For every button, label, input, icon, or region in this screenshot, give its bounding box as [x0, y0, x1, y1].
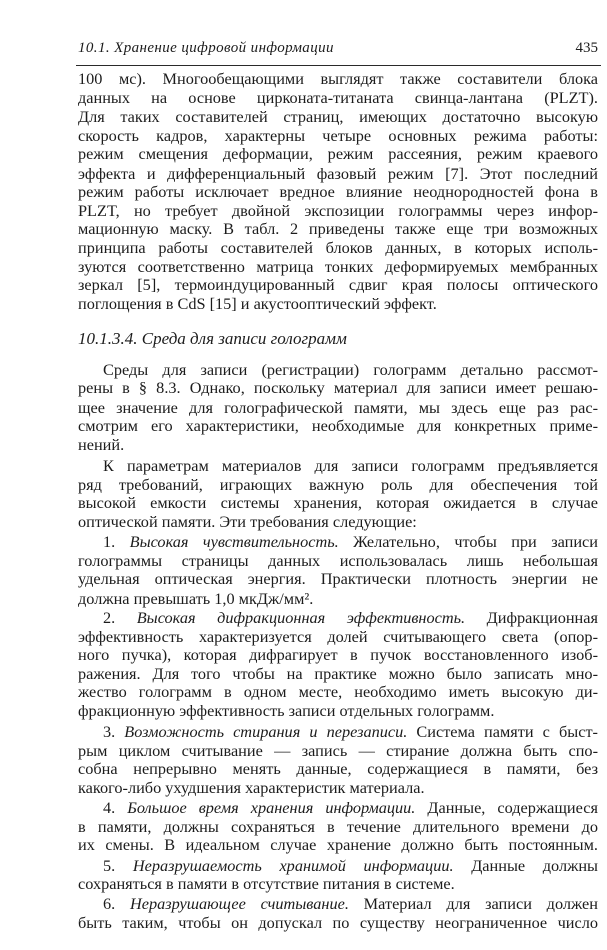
text-line: фракционную эффективность записи отдельных голограмм.	[78, 700, 495, 720]
list-number: 6.	[103, 894, 130, 914]
text-line	[103, 722, 598, 742]
text-line: PLZT, но требует двойной экспозиции голограммы через инфор-	[78, 200, 598, 220]
text-line: режим работы исключает вредное влияние неоднородностей фона в	[78, 182, 598, 202]
emphasized-term: Неразрушаемость хранимой информации.	[132, 855, 454, 875]
text-line: в памяти, должны сохраняться в течение длительного времени до	[78, 816, 598, 836]
text-line: какого-либо ухудшения характеристик материала.	[78, 777, 425, 797]
text-line: мационную маску. В табл. 2 приведены также еще три возможных	[78, 219, 598, 239]
emphasized-term: Возможность стирания и перезаписи.	[124, 722, 408, 742]
text-line: жество голограмм в одном месте, необходимо иметь высокую ди-	[78, 682, 598, 702]
text-line: ряд требований, играющих важную роль для обеспечения той	[78, 474, 598, 494]
list-number: 4.	[103, 798, 128, 818]
text-line	[103, 532, 598, 552]
text-line	[103, 856, 598, 876]
text-line: зуются соответственно матрица тонких деформируемых мембранных	[78, 256, 598, 276]
list-number: 5.	[103, 855, 133, 875]
text-line: принципа работы составителей блоков данных, в которых исполь-	[78, 238, 598, 257]
text-line: рым циклом считывание — запись — стирание должна быть спо-	[78, 740, 598, 760]
text-line: данных на основе цирконата-титаната свинца-лантана (PLZT).	[78, 88, 598, 108]
text-line: их смены. В идеальном случае хранение должно быть постоянным.	[78, 835, 598, 855]
line-rest: Данные, содержащиеся	[415, 798, 598, 818]
running-head-title: 10.1. Хранение цифровой информации	[78, 40, 334, 56]
line-rest: Материал для записи должен	[348, 894, 598, 914]
text-line: ного пучка), которая дифрагирует в пучок восстановленного изоб-	[78, 645, 598, 665]
line-rest: Данные должны	[453, 855, 598, 875]
text-line: ражения. Для того чтобы на практике можно было записать мно-	[78, 663, 598, 683]
text-line: оптической памяти. Эти требования следующие:	[78, 511, 417, 531]
text-line: рены в § 8.3. Однако, поскольку материал для записи имеет решаю-	[78, 378, 598, 398]
text-line: высокой емкости системы хранения, которая ожидается в случае	[78, 493, 598, 513]
text-line: Среды для записи (регистрации) голограмм детально рассмот-	[103, 359, 598, 379]
text-line: 100 мс). Многообещающими выглядят также составители блока	[78, 69, 598, 88]
text-line: режим смещения деформации, режим рассеяния, режим краевого	[78, 144, 598, 164]
emphasized-term: Высокая чувствительность.	[129, 532, 339, 551]
emphasized-term: Высокая дифракционная эффективность.	[136, 608, 466, 627]
text-line: сохраняться в памяти в отсутствие питания в системе.	[78, 874, 455, 894]
text-line: должна превышать 1,0 мкДж/мм².	[78, 588, 314, 608]
text-line: Для таких составителей страниц, имеющих достаточно высокую	[78, 107, 598, 126]
text-line	[103, 798, 598, 818]
text-line: собна непрерывно менять данные, содержащиеся в памяти, без	[78, 759, 598, 779]
text-line	[103, 894, 598, 914]
text-line: удельная оптическая энергия. Практически плотность энергии не	[78, 569, 598, 589]
text-line: эффективность характеризуется долей считывающего света (опор-	[78, 626, 598, 646]
text-line: К параметрам материалов для записи голограмм предъявляется	[103, 455, 598, 475]
running-head	[78, 40, 598, 60]
text-line: скорость кадров, характерны четыре основных режима работы:	[78, 125, 598, 145]
line-rest: Дифракционная	[465, 608, 598, 627]
list-number: 2.	[103, 608, 137, 627]
text-line: эффекта и дифференциальный фазовый режим [7]. Этот последний	[78, 163, 598, 183]
header-rule	[76, 65, 601, 66]
text-line: зеркал [5], термоиндуцированный сдвиг края полосы оптического	[78, 275, 598, 295]
text-line: поглощения в CdS [15] и акустооптический эффект.	[78, 293, 437, 313]
emphasized-term: Неразрушающее считывание.	[129, 894, 349, 914]
list-number: 1.	[103, 532, 130, 551]
text-line: голограммы страницы данных использовалась лишь небольшая	[78, 550, 598, 570]
text-line: щее значение для голографической памяти, мы здесь еще раз рас-	[78, 397, 598, 417]
section-heading: 10.1.3.4. Среда для записи голограмм	[78, 329, 347, 349]
line-rest: Желательно, чтобы при записи	[338, 532, 599, 551]
text-line: нений.	[78, 434, 125, 454]
list-number: 3.	[103, 722, 125, 742]
text-line: быть таким, чтобы он допускал по существу неограниченное число	[78, 913, 598, 932]
page-number: 435	[575, 40, 598, 56]
line-rest: Система памяти с быст-	[407, 722, 598, 742]
text-line: смотрим его характеристики, необходимые для конкретных приме-	[78, 416, 598, 436]
emphasized-term: Большое время хранения информации.	[127, 798, 416, 818]
text-line	[103, 608, 598, 628]
